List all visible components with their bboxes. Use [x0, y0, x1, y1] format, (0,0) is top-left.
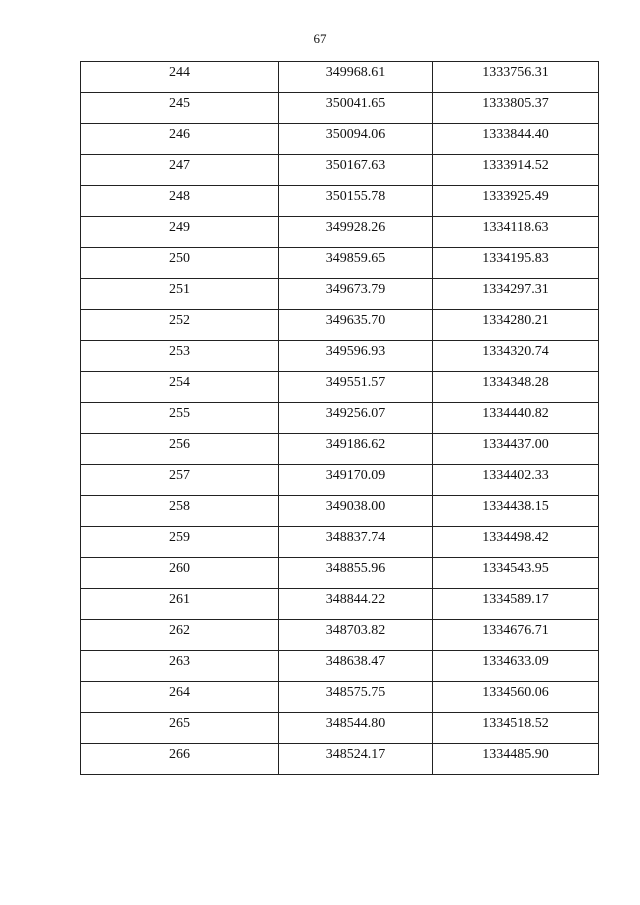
table-row: [81, 651, 599, 682]
y-coordinate-cell: 1334633.09: [433, 651, 599, 682]
point-number-cell: 264: [81, 682, 279, 713]
table-row: [81, 682, 599, 713]
x-coordinate-cell: 350094.06: [279, 124, 433, 155]
table-row: [81, 248, 599, 279]
table-row: [81, 465, 599, 496]
table-row: [81, 217, 599, 248]
x-coordinate-cell: 348855.96: [279, 558, 433, 589]
point-number-cell: 265: [81, 713, 279, 744]
point-number-cell: 250: [81, 248, 279, 279]
point-number-cell: 253: [81, 341, 279, 372]
point-number-cell: 251: [81, 279, 279, 310]
y-coordinate-cell: 1334320.74: [433, 341, 599, 372]
point-number-cell: 257: [81, 465, 279, 496]
point-number-cell: 247: [81, 155, 279, 186]
x-coordinate-cell: 349968.61: [279, 62, 433, 93]
table-row: [81, 496, 599, 527]
x-coordinate-cell: 348638.47: [279, 651, 433, 682]
point-number-cell: 258: [81, 496, 279, 527]
x-coordinate-cell: 349635.70: [279, 310, 433, 341]
table-row: [81, 310, 599, 341]
x-coordinate-cell: 349038.00: [279, 496, 433, 527]
point-number-cell: 244: [81, 62, 279, 93]
x-coordinate-cell: 349186.62: [279, 434, 433, 465]
point-number-cell: 263: [81, 651, 279, 682]
y-coordinate-cell: 1333805.37: [433, 93, 599, 124]
point-number-cell: 256: [81, 434, 279, 465]
y-coordinate-cell: 1334440.82: [433, 403, 599, 434]
table-row: [81, 372, 599, 403]
x-coordinate-cell: 349859.65: [279, 248, 433, 279]
point-number-cell: 245: [81, 93, 279, 124]
point-number-cell: 255: [81, 403, 279, 434]
y-coordinate-cell: 1334438.15: [433, 496, 599, 527]
coordinates-table: [80, 61, 599, 775]
y-coordinate-cell: 1334485.90: [433, 744, 599, 775]
table-row: [81, 744, 599, 775]
table-row: [81, 620, 599, 651]
table-row: [81, 558, 599, 589]
coordinates-table-body: [81, 62, 599, 775]
point-number-cell: 252: [81, 310, 279, 341]
y-coordinate-cell: 1333914.52: [433, 155, 599, 186]
y-coordinate-cell: 1334589.17: [433, 589, 599, 620]
point-number-cell: 254: [81, 372, 279, 403]
table-row: [81, 124, 599, 155]
x-coordinate-cell: 349256.07: [279, 403, 433, 434]
point-number-cell: 262: [81, 620, 279, 651]
page-number: 67: [313, 31, 327, 46]
y-coordinate-cell: 1333925.49: [433, 186, 599, 217]
table-row: [81, 93, 599, 124]
y-coordinate-cell: 1334498.42: [433, 527, 599, 558]
point-number-cell: 248: [81, 186, 279, 217]
table-row: [81, 62, 599, 93]
y-coordinate-cell: 1334118.63: [433, 217, 599, 248]
x-coordinate-cell: 349596.93: [279, 341, 433, 372]
y-coordinate-cell: 1334560.06: [433, 682, 599, 713]
table-row: [81, 589, 599, 620]
x-coordinate-cell: 350155.78: [279, 186, 433, 217]
point-number-cell: 259: [81, 527, 279, 558]
point-number-cell: 261: [81, 589, 279, 620]
x-coordinate-cell: 348837.74: [279, 527, 433, 558]
x-coordinate-cell: 348544.80: [279, 713, 433, 744]
point-number-cell: 249: [81, 217, 279, 248]
table-row: [81, 434, 599, 465]
table-row: [81, 403, 599, 434]
x-coordinate-cell: 350167.63: [279, 155, 433, 186]
x-coordinate-cell: 348524.17: [279, 744, 433, 775]
x-coordinate-cell: 349673.79: [279, 279, 433, 310]
table-row: [81, 713, 599, 744]
y-coordinate-cell: 1334402.33: [433, 465, 599, 496]
y-coordinate-cell: 1334543.95: [433, 558, 599, 589]
y-coordinate-cell: 1334297.31: [433, 279, 599, 310]
point-number-cell: 246: [81, 124, 279, 155]
x-coordinate-cell: 350041.65: [279, 93, 433, 124]
point-number-cell: 266: [81, 744, 279, 775]
x-coordinate-cell: 349551.57: [279, 372, 433, 403]
x-coordinate-cell: 348703.82: [279, 620, 433, 651]
x-coordinate-cell: 348575.75: [279, 682, 433, 713]
table-row: [81, 155, 599, 186]
point-number-cell: 260: [81, 558, 279, 589]
y-coordinate-cell: 1334280.21: [433, 310, 599, 341]
y-coordinate-cell: 1334437.00: [433, 434, 599, 465]
y-coordinate-cell: 1334195.83: [433, 248, 599, 279]
table-row: [81, 341, 599, 372]
table-row: [81, 186, 599, 217]
table-row: [81, 279, 599, 310]
y-coordinate-cell: 1334348.28: [433, 372, 599, 403]
y-coordinate-cell: 1334676.71: [433, 620, 599, 651]
x-coordinate-cell: 349928.26: [279, 217, 433, 248]
x-coordinate-cell: 349170.09: [279, 465, 433, 496]
y-coordinate-cell: 1334518.52: [433, 713, 599, 744]
y-coordinate-cell: 1333756.31: [433, 62, 599, 93]
y-coordinate-cell: 1333844.40: [433, 124, 599, 155]
table-row: [81, 527, 599, 558]
x-coordinate-cell: 348844.22: [279, 589, 433, 620]
